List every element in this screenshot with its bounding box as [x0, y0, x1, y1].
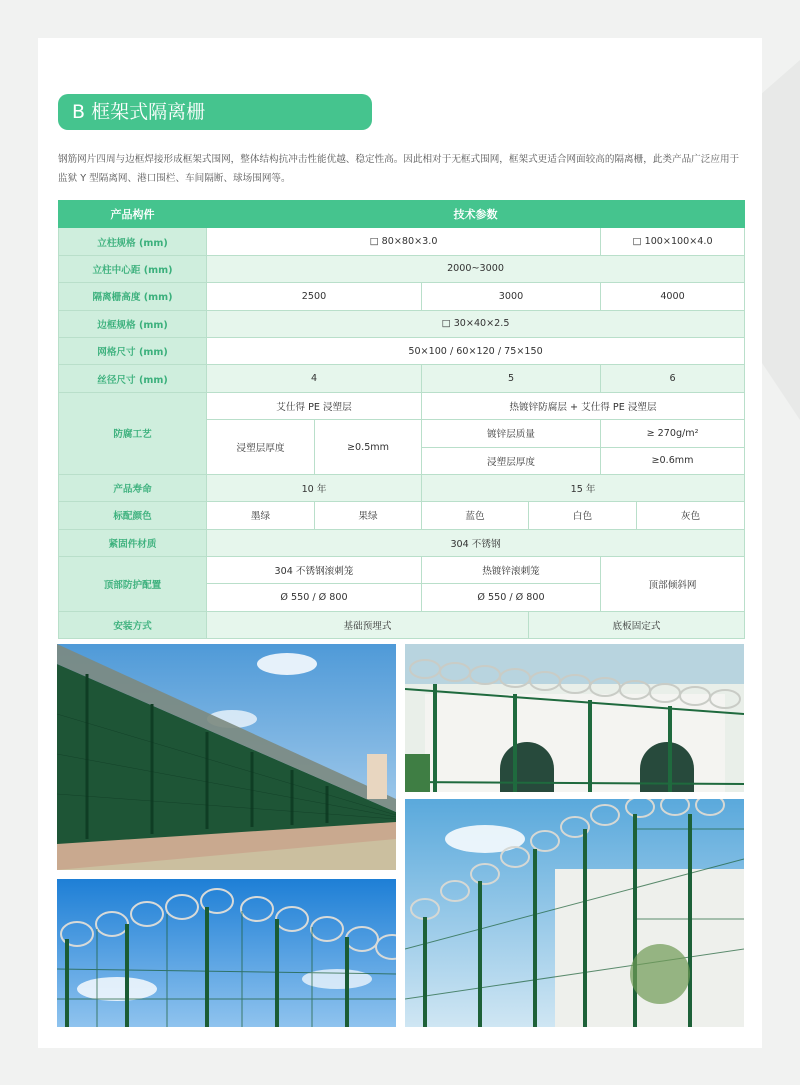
header-component: 产品构件	[59, 201, 207, 228]
cell: 4	[207, 365, 422, 392]
intro-paragraph: 钢筋网片四周与边框焊接形成框架式围网，整体结构抗冲击性能优越、稳定性高。因此相对于无框式围网，框架式更适合网面较高的隔离栅，此类产品广泛应用于监狱 Y 型隔离网、港口围栏、车间隔断、球场围网等。	[58, 154, 740, 184]
cell: 15 年	[422, 474, 745, 501]
cell: 浸塑层厚度	[207, 420, 315, 475]
cell: 3000	[422, 283, 601, 310]
cell: ≥ 270g/m²	[601, 420, 745, 447]
section-title: B 框架式隔离栅	[58, 94, 372, 130]
cell: 304 不锈钢	[207, 529, 745, 556]
cell: 10 年	[207, 474, 422, 501]
brochure-page	[38, 38, 762, 1048]
table-row	[59, 337, 745, 364]
table-row	[59, 255, 745, 282]
row-label: 安装方式	[59, 611, 207, 638]
table-row	[59, 310, 745, 337]
cell: 6	[601, 365, 745, 392]
fence-photo-razor-wire	[57, 879, 396, 1027]
cell: 浸塑层厚度	[422, 447, 601, 474]
cell: 2000~3000	[207, 255, 745, 282]
table-row	[59, 228, 745, 255]
cell: □ 80×80×3.0	[207, 228, 601, 255]
table-row	[59, 392, 745, 419]
decorative-corner-shape	[760, 60, 800, 420]
table-row	[59, 474, 745, 501]
row-label: 边框规格 (mm)	[59, 310, 207, 337]
cell: 艾仕得 PE 浸塑层	[207, 392, 422, 419]
cell: 2500	[207, 283, 422, 310]
cell: □ 100×100×4.0	[601, 228, 745, 255]
table-row	[59, 502, 745, 529]
cell: □ 30×40×2.5	[207, 310, 745, 337]
cell: 50×100 / 60×120 / 75×150	[207, 337, 745, 364]
cell: 灰色	[637, 502, 745, 529]
cell: 基础预埋式	[207, 611, 529, 638]
cell: ≥0.5mm	[315, 420, 422, 475]
cell: 热镀锌防腐层 + 艾仕得 PE 浸塑层	[422, 392, 745, 419]
table-header-row	[59, 201, 745, 228]
fence-photo-tall	[405, 799, 744, 1027]
row-label: 丝径尺寸 (mm)	[59, 365, 207, 392]
cell: 底板固定式	[529, 611, 745, 638]
row-label: 防腐工艺	[59, 392, 207, 474]
table-row	[59, 365, 745, 392]
table-row	[59, 283, 745, 310]
row-label: 网格尺寸 (mm)	[59, 337, 207, 364]
cell: 热镀锌滚刺笼	[422, 557, 601, 584]
cell: 顶部倾斜网	[601, 557, 745, 612]
table-row	[59, 611, 745, 638]
cell: Ø 550 / Ø 800	[207, 584, 422, 611]
cell: 5	[422, 365, 601, 392]
header-params: 技术参数	[207, 201, 745, 228]
row-label: 产品寿命	[59, 474, 207, 501]
fence-photo-perspective	[57, 644, 396, 870]
fence-photo-building	[405, 644, 744, 792]
cell: 果绿	[315, 502, 422, 529]
spec-table	[58, 200, 745, 639]
cell: 白色	[529, 502, 637, 529]
row-label: 紧固件材质	[59, 529, 207, 556]
row-label: 隔离栅高度 (mm)	[59, 283, 207, 310]
cell: 蓝色	[422, 502, 529, 529]
cell: ≥0.6mm	[601, 447, 745, 474]
cell: 304 不锈钢滚刺笼	[207, 557, 422, 584]
row-label: 标配颜色	[59, 502, 207, 529]
cell: 墨绿	[207, 502, 315, 529]
row-label: 立柱中心距 (mm)	[59, 255, 207, 282]
table-row	[59, 529, 745, 556]
row-label: 顶部防护配置	[59, 557, 207, 612]
cell: Ø 550 / Ø 800	[422, 584, 601, 611]
table-row	[59, 557, 745, 584]
cell: 镀锌层质量	[422, 420, 601, 447]
row-label: 立柱规格 (mm)	[59, 228, 207, 255]
cell: 4000	[601, 283, 745, 310]
